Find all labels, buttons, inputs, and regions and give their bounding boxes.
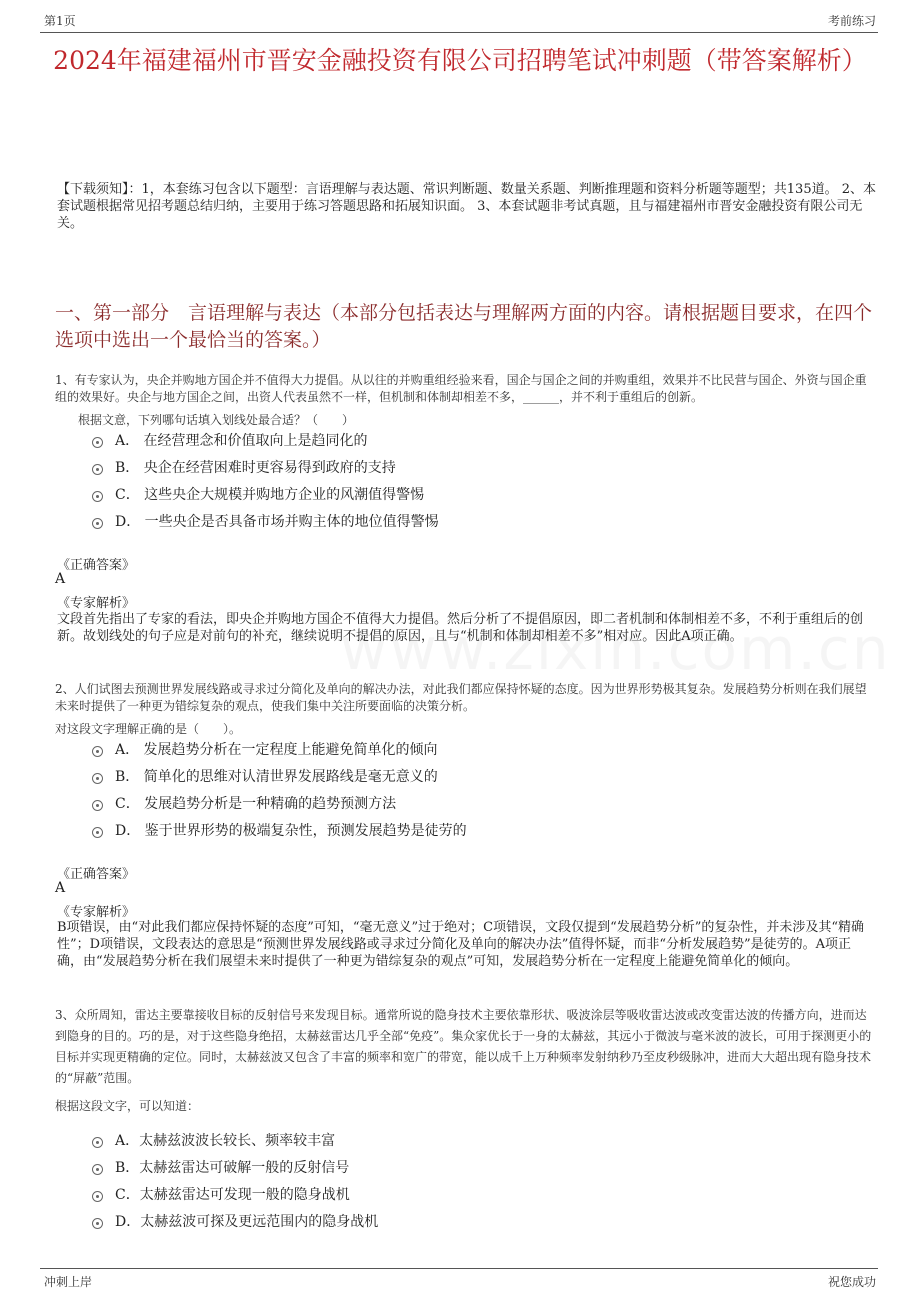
- option-d[interactable]: D．太赫兹波可探及更远范围内的隐身战机: [92, 1207, 852, 1234]
- question-1-stem: 根据文意，下列哪句话填入划线处最合适？（ ）: [78, 413, 355, 427]
- question-3-options: [92, 1126, 852, 1234]
- answer-label: 《正确答案》: [57, 558, 136, 573]
- option-b[interactable]: B． 简单化的思维对认清世界发展路线是毫无意义的: [92, 762, 852, 789]
- analysis-text: B项错误，由“对此我们都应保持怀疑的态度”可知，“毫无意义”过于绝对；C项错误，文段仅提到“发展趋势分析”的复杂性，并未涉及其“精确性”；D项错误，文段表达的意思是“预测世界发展线路或寻求过分简化及单向的解决办法”值得怀疑，而非“分析发展趋势”是徒劳的。A项正确，由“发展趋势分析在我们展望未来时提供了一种更为错综复杂的观点”可知，发展趋势分析在一定程度上能避免简单化的倾向。: [57, 920, 865, 969]
- option-a[interactable]: A． 发展趋势分析在一定程度上能避免简单化的倾向: [92, 735, 852, 762]
- radio-icon[interactable]: [92, 1137, 103, 1148]
- answer-value: A: [55, 880, 66, 896]
- answer-value: A: [55, 571, 66, 587]
- radio-icon[interactable]: [92, 1218, 103, 1229]
- analysis-label: 《专家解析》: [57, 596, 136, 611]
- option-d[interactable]: D． 一些央企是否具备市场并购主体的地位值得警惕: [92, 507, 852, 534]
- analysis-label: 《专家解析》: [57, 905, 136, 920]
- radio-icon[interactable]: [92, 518, 103, 529]
- header-divider: [40, 32, 878, 33]
- footer-divider: [40, 1268, 878, 1269]
- option-d[interactable]: D． 鉴于世界形势的极端复杂性，预测发展趋势是徒劳的: [92, 816, 852, 843]
- download-notice: 【下载须知】：1，本套练习包含以下题型：言语理解与表达题、常识判断题、数量关系题、判断推理题和资料分析题等题型；共135道。 2、本套试题根据常见招考题总结归纳，主要用于练习答题思路和拓展知识面。 3、本套试题非考试真题，且与福建福州市晋安金融投资有限公司无关。: [57, 182, 876, 231]
- option-a[interactable]: A． 在经营理念和价值取向上是趋同化的: [92, 426, 852, 453]
- question-2-text: 2、人们试图去预测世界发展线路或寻求过分简化及单向的解决办法，对此我们都应保持怀疑的态度。因为世界形势极其复杂。发展趋势分析则在我们展望未来时提供了一种更为错综复杂的观点，使我们集中关注所要面临的决策分析。: [55, 682, 867, 713]
- section-title: 一、第一部分 言语理解与表达（本部分包括表达与理解两方面的内容。请根据题目要求，在四个选项中选出一个最恰当的答案。）: [55, 302, 873, 351]
- page-number: 第1页: [44, 14, 76, 28]
- radio-icon[interactable]: [92, 827, 103, 838]
- document-title: 2024年福建福州市晋安金融投资有限公司招聘笔试冲刺题（带答案解析）: [53, 46, 867, 75]
- option-b[interactable]: B． 央企在经营困难时更容易得到政府的支持: [92, 453, 852, 480]
- header-tag: 考前练习: [827, 14, 876, 28]
- radio-icon[interactable]: [92, 437, 103, 448]
- option-a[interactable]: A．太赫兹波波长较长、频率较丰富: [92, 1126, 852, 1153]
- analysis-text: 文段首先指出了专家的看法，即央企并购地方国企不值得大力提倡。然后分析了不提倡原因，即二者机制和体制相差不多，不利于重组后的创新。故划线处的句子应是对前句的补充，继续说明不提倡的原因，且与“机制和体制却相差不多”相对应。因此A项正确。: [57, 612, 864, 644]
- option-b[interactable]: B．太赫兹雷达可破解一般的反射信号: [92, 1153, 852, 1180]
- question-1-text: 1、有专家认为，央企并购地方国企并不值得大力提倡。从以往的并购重组经验来看，国企与国企之间的并购重组，效果并不比民营与国企、外资与国企重组的效果好。央企与地方国企之间，出资人代表虽然不一样，但机制和体制却相差不多，______，并不利于重组后的创新。: [55, 373, 867, 404]
- option-c[interactable]: C．太赫兹雷达可发现一般的隐身战机: [92, 1180, 852, 1207]
- option-c[interactable]: C． 发展趋势分析是一种精确的趋势预测方法: [92, 789, 852, 816]
- question-2-stem: 对这段文字理解正确的是（ ）。: [55, 722, 242, 736]
- footer-right: 祝您成功: [827, 1275, 876, 1289]
- answer-label: 《正确答案》: [57, 867, 136, 882]
- radio-icon[interactable]: [92, 800, 103, 811]
- question-3-text: 3、众所周知，雷达主要靠接收目标的反射信号来发现目标。通常所说的隐身技术主要依靠形状、吸波涂层等吸收雷达波或改变雷达波的传播方向，进而达到隐身的目的。巧的是，对于这些隐身绝招，太赫兹雷达几乎全部“免疫”。集众家优长于一身的太赫兹，其远小于微波与毫米波的波长，可用于探测更小的目标并实现更精确的定位。同时，太赫兹波又包含了丰富的频率和宽广的带宽，能以成千上万种频率发射纳秒乃至皮秒级脉冲，进而大大超出现有隐身技术的“屏蔽”范围。: [55, 1008, 872, 1085]
- radio-icon[interactable]: [92, 773, 103, 784]
- radio-icon[interactable]: [92, 491, 103, 502]
- radio-icon[interactable]: [92, 1191, 103, 1202]
- option-c[interactable]: C． 这些央企大规模并购地方企业的风潮值得警惕: [92, 480, 852, 507]
- question-3-stem: 根据这段文字，可以知道：: [55, 1099, 200, 1113]
- question-2-options: [92, 735, 852, 843]
- footer-left: 冲刺上岸: [44, 1275, 93, 1289]
- radio-icon[interactable]: [92, 746, 103, 757]
- radio-icon[interactable]: [92, 1164, 103, 1175]
- radio-icon[interactable]: [92, 464, 103, 475]
- question-1-options: [92, 426, 852, 534]
